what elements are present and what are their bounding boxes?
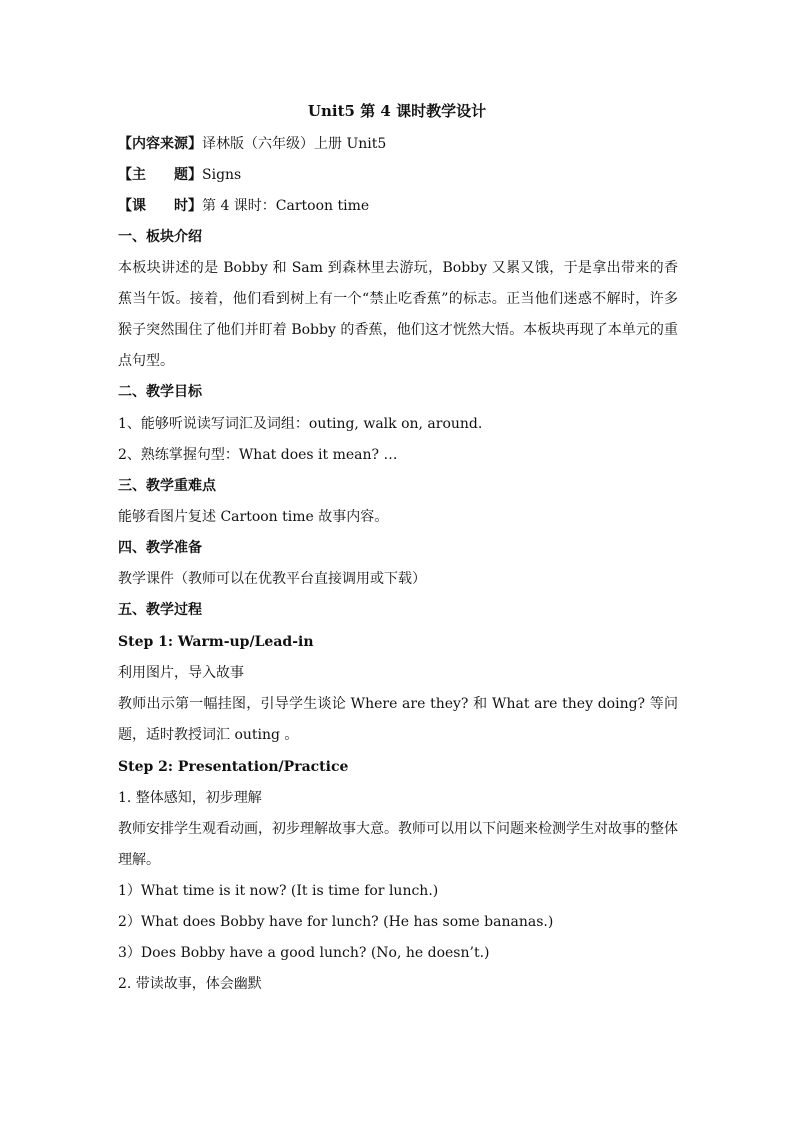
step-2-heading: Step 2: Presentation/Practice <box>118 759 349 775</box>
section-1-heading: 一、板块介绍 <box>118 229 202 245</box>
section-4-text: 教学课件（教师可以在优教平台直接调用或下载） <box>118 571 426 587</box>
section-3-text: 能够看图片复述 Cartoon time 故事内容。 <box>118 509 389 525</box>
section-5-heading: 五、教学过程 <box>118 602 202 618</box>
question-3: 3）Does Bobby have a good lunch? (No, he doesn’t.) <box>118 945 490 961</box>
source-label: 【内容来源】 <box>118 136 202 152</box>
section-3-heading: 三、教学重难点 <box>118 478 216 494</box>
step-2-text: 教师安排学生观看动画，初步理解故事大意。教师可以用以下问题来检测学生对故事的整体理解。 <box>118 821 678 868</box>
source-row <box>118 133 676 155</box>
topic-row <box>118 164 676 186</box>
lesson-value: 第 4 课时：Cartoon time <box>202 198 370 214</box>
source-value: 译林版（六年级）上册 Unit5 <box>202 136 387 152</box>
topic-value: Signs <box>202 167 242 183</box>
section-4-heading: 四、教学准备 <box>118 540 202 556</box>
lesson-row <box>118 195 676 217</box>
topic-label: 【主 题】 <box>118 167 202 183</box>
step-2-subheading-1: 1. 整体感知，初步理解 <box>118 790 262 806</box>
step-1-text: 教师出示第一幅挂图，引导学生谈论 Where are they? 和 What are they doing? 等问题，适时教授词汇 outing 。 <box>118 696 678 743</box>
section-2-heading: 二、教学目标 <box>118 384 202 400</box>
objective-item-2: 2、熟练掌握句型：What does it mean? … <box>118 447 398 463</box>
objective-item-1: 1、能够听说读写词汇及词组：outing, walk on, around. <box>118 416 483 432</box>
step-1-line: 利用图片，导入故事 <box>118 665 244 681</box>
page-title: Unit5 第 4 课时教学设计 <box>307 102 487 120</box>
section-1-text: 本板块讲述的是 Bobby 和 Sam 到森林里去游玩，Bobby 又累又饿，于是拿出带来的香蕉当午饭。接着，他们看到树上有一个“禁止吃香蕉”的标志。正当他们迷惑不解时，许多猴子突然围住了他们并盯着 Bobby 的香蕉，他们这才恍然大悟。本板块再现了本单元的重点句型。 <box>118 260 678 369</box>
question-1: 1）What time is it now? (It is time for lunch.) <box>118 883 439 899</box>
lesson-label: 【课 时】 <box>118 198 202 214</box>
question-2: 2）What does Bobby have for lunch? (He has some bananas.) <box>118 914 554 930</box>
step-1-heading: Step 1: Warm-up/Lead-in <box>118 634 314 650</box>
step-2-subheading-2: 2. 带读故事，体会幽默 <box>118 976 262 992</box>
